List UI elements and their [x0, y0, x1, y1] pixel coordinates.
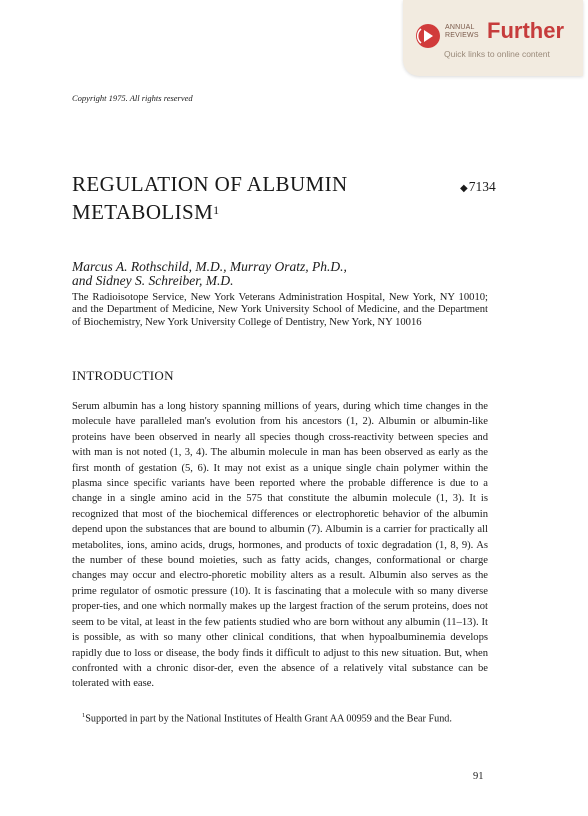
banner-subtitle: Quick links to online content [444, 49, 550, 59]
page-number: 91 [473, 771, 484, 782]
authors-line-2: and Sidney S. Schreiber, M.D. [72, 273, 234, 288]
footnote [72, 710, 502, 725]
document-number-value: 7134 [468, 179, 496, 194]
authors [72, 260, 347, 288]
article-title [72, 170, 452, 226]
banner-reviews-text: REVIEWS [445, 32, 479, 39]
document-number [460, 179, 496, 195]
copyright-notice: Copyright 1975. All rights reserved [72, 93, 193, 103]
section-heading: INTRODUCTION [72, 368, 174, 383]
diamond-icon: ◆ [460, 183, 468, 194]
title-line-1: REGULATION OF ALBUMIN [72, 172, 348, 196]
further-link[interactable]: Further [487, 18, 564, 43]
title-line-2 [72, 198, 452, 226]
introduction-paragraph: Serum albumin has a long history spanning millions of years, during which time changes in the molecule have paralleled man's evolution from his ancestors (1, 2). Albumin or albumin-like proteins have been observed in nearly all species though cross-reactivity between species and with man is not noted (1, 3, 4). The albumin molecule in man has been observed as early as the first month of gestation (5, 6). It may not exist as a unique single chain polymer within the plasma since specific variants have been reported where the probable difference is due to a change in a single amino acid in the 575 that constitute the albumin molecule (1, 3). It is recognized that most of the biochemical differences or electrophoretic behavior of the albumin depend upon the substances that are bound to albumin (7). Albumin is a carrier for practically all metabolites, ions, amino acids, drugs, hormones, and products of toxic degradation (1, 8, 9). As the number of these bound moieties, such as fatty acids, changes, conformational or charge changes may occur and electro-phoretic mobility alters as a result. Albumin also serves as the prime regulator of osmotic pressure (10). It is fascinating that a molecule with so many diverse proper-ties, and one which normally makes up the largest fraction of the serum proteins, does not seem to be vital, at least in the few patients studied who are born without any albumin (11–13). It is possible, as with so many other clinical conditions, that when hypoalbuminemia develops rapidly due to loss or disease, the body finds it difficult to adjust to this new situation. But, when confronted with a chronic disor-der, even the absence of a relatively vital substance can be tolerated with ease. [72, 401, 488, 690]
title-line-2-text: METABOLISM [72, 200, 214, 224]
authors-line-1: Marcus A. Rothschild, M.D., Murray Oratz, Ph.D., [72, 259, 347, 274]
annual-reviews-further-banner[interactable] [403, 0, 583, 76]
title-footnote-mark: 1 [213, 203, 220, 217]
affiliation: The Radioisotope Service, New York Veterans Administration Hospital, New York, NY 10010; and the Department of Medicine, New York University School of Medicine, and the Department of Biochemistry, New York University College of Dentistry, New York, NY 10016 [72, 292, 488, 328]
annual-reviews-wordmark [445, 24, 485, 40]
footnote-mark: 1 [82, 712, 86, 719]
annual-reviews-logo-icon [416, 24, 440, 48]
footnote-text: Supported in part by the National Institutes of Health Grant AA 00959 and the Bear Fund. [85, 713, 452, 725]
banner-annual-text: ANNUAL [445, 24, 475, 31]
